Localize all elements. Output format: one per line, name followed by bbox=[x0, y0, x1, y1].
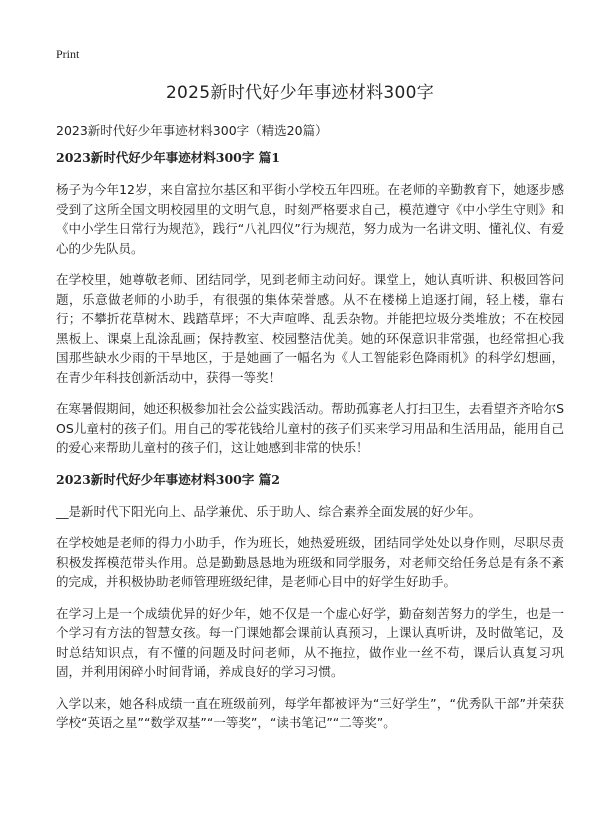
paragraph: 在寒暑假期间，她还积极参加社会公益实践活动。帮助孤寡老人打扫卫生，去看望齐齐哈尔SOS儿童村的孩子们。用自己的零花钱给儿童村的孩子们买来学习用品和生活用品，能用自己的爱心来帮助儿童村的孩子们，这让她感到非常的快乐！ bbox=[56, 401, 564, 455]
paragraph: 在学校里，她尊敬老师、团结同学，见到老师主动问好。课堂上，她认真听讲、积极回答问题，乐意做老师的小助手，有很强的集体荣誉感。从不在楼梯上追逐打闹，轻上楼，靠右行；不攀折花草树木、践踏草坪；不大声喧哗、乱丢杂物。并能把垃圾分类堆放；不在校园黑板上、课桌上乱涂乱画；保持教室、校园整洁优美。她的环保意识非常强，也经常担心我国那些缺水少雨的干旱地区，于是她画了一幅名为《人工智能彩色降雨机》的科学幻想画，在青少年科技创新活动中，获得一等奖！ bbox=[56, 272, 564, 385]
section-heading: 2023新时代好少年事迹材料300字 篇1 bbox=[56, 150, 280, 165]
paragraph: __是新时代下阳光向上、品学兼优、乐于助人、综合素养全面发展的好少年。 bbox=[56, 503, 482, 519]
paragraph: 入学以来，她各科成绩一直在班级前列，每学年都被评为“三好学生”，“优秀队干部”并荣获学校“英语之星”“数学双基”“一等奖”，“读书笔记”“二等奖”。 bbox=[56, 695, 564, 730]
page-title: 2025新时代好少年事迹材料300字 bbox=[165, 83, 435, 103]
paragraph: 在学习上是一个成绩优异的好少年，她不仅是一个虚心好学，勤奋刻苦努力的学生，也是一个学习有方法的智慧女孩。每一门课她都会课前认真预习，上课认真听讲，及时做笔记，及时总结知识点，有不懂的问题及时问老师，从不拖拉，做作业一丝不苟，课后认真复习巩固，并利用闲碎小时间背诵，养成良好的学习习惯。 bbox=[56, 605, 564, 679]
section-1 bbox=[56, 148, 564, 458]
document-subtitle: 2023新时代好少年事迹材料300字（精选20篇） bbox=[56, 123, 328, 138]
print-link[interactable]: Print bbox=[56, 47, 80, 61]
section-2 bbox=[56, 470, 564, 733]
paragraph: 杨子为今年12岁，来自富拉尔基区和平街小学校五年四班。在老师的辛勤教育下，她逐步感受到了这所全国文明校园里的文明气息，时刻严格要求自己，模范遵守《中小学生守则》和《中小学生日常行为规范》，践行“八礼四仪”行为规范，努力成为一名讲文明、懂礼仪、有爱心的少先队员。 bbox=[56, 182, 564, 256]
paragraph: 在学校她是老师的得力小助手，作为班长，她热爱班级，团结同学处处以身作则，尽职尽责积极发挥模范带头作用。总是勤勤恳恳地为班级和同学服务，对老师交给任务总是有条不紊的完成，并积极协助老师管理班级纪律，是老师心目中的好学生好助手。 bbox=[56, 535, 564, 589]
section-heading: 2023新时代好少年事迹材料300字 篇2 bbox=[56, 471, 280, 487]
document-body bbox=[56, 148, 564, 745]
